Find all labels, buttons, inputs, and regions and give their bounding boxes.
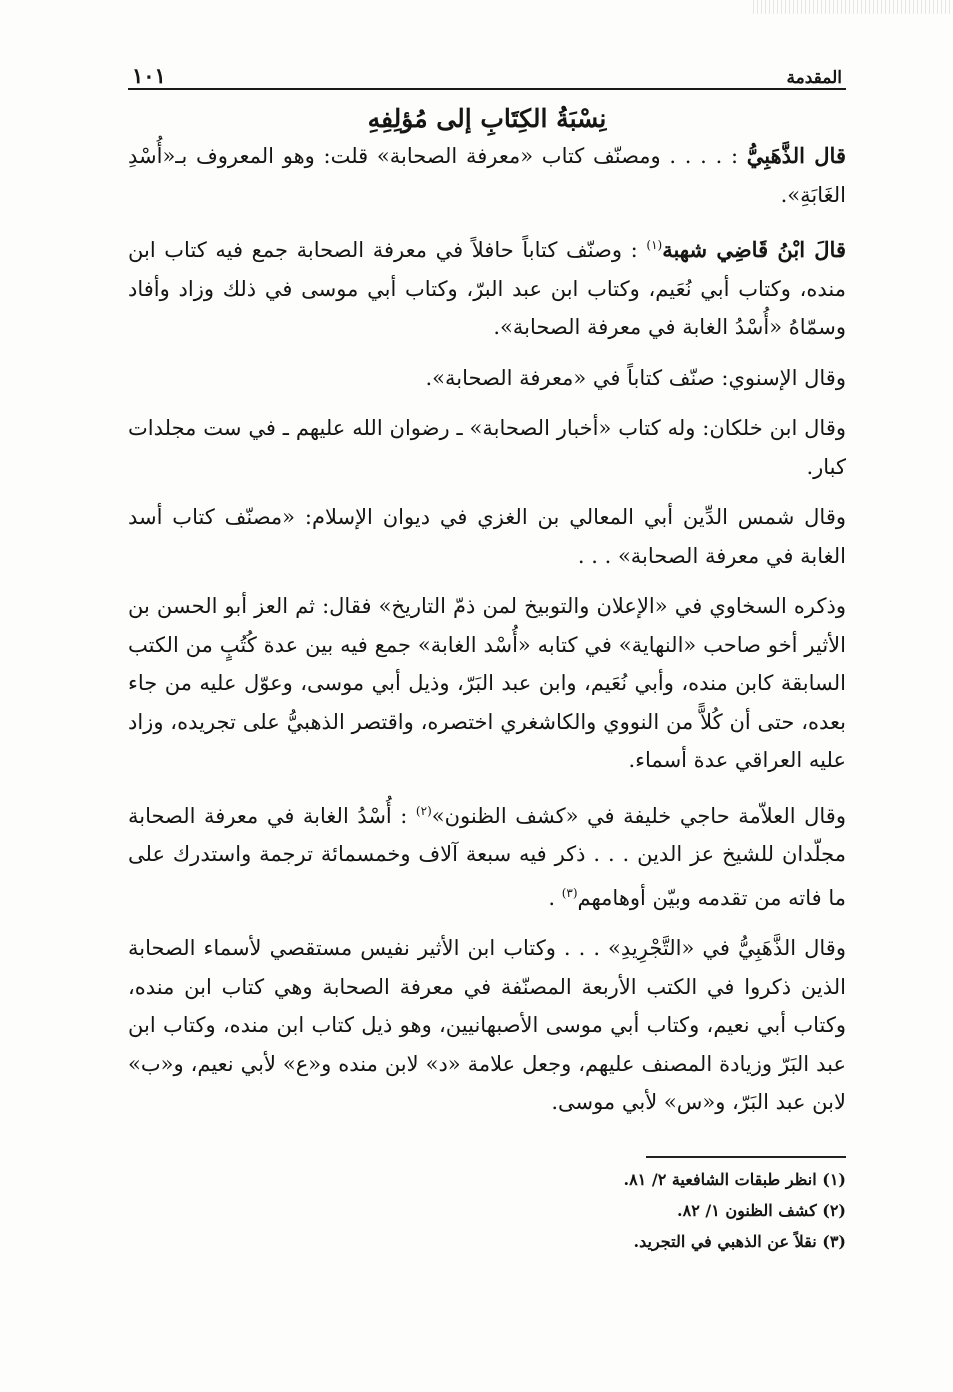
paragraph: قالَ ابْنُ قَاضِي شهبة$^{(١)}$ : وصنّف كتاباً حافلاً في معرفة الصحابة جمع فيه كتاب ابن منده، وكتاب أبي نُعَيم، وكتاب ابن عبد البرّ، وكتاب أبي موسى في ذلك وزاد وأفاد وسمّاهُ «أُسْدُ الغابة في معرفة الصحابة». [128, 237, 846, 339]
paragraph: وقال شمس الدِّين أبي المعالي بن الغزي في ديوان الإسلام: «مصنّف كتاب أسد الغابة في معرفة الصحابة» . . . [128, 505, 846, 568]
paragraph: وقال العلاّمة حاجي خليفة في «كشف الظنون»$^{(٢)}$ : أُسْدُ الغابة في معرفة الصحابة مجلّدان للشيخ عز الدين . . . ذكر فيه سبعة آلاف وخمسمائة ترجمة واستدرك على ما فاته من تقدمه وبيّن أوهامهم$^{(٣)}$ . [128, 803, 846, 910]
footnote: (٢) كشف الظنون ١/ ٨٢. [677, 1200, 846, 1220]
running-header [128, 58, 846, 90]
paragraph: وقال الإسنوي: صنّف كتاباً في «معرفة الصحابة». [425, 365, 846, 390]
paragraph: وقال الذَّهَبِيُّ في «التَّجْرِيدِ» . . . وكتاب ابن الأثير نفيس مستقصي لأسماء الصحابة الذين ذكروا في الكتب الأربعة المصنّفة في معرفة الصحابة وهي كتاب ابن منده، وكتاب أبي نعيم، وكتاب أبي موسى الأصبهانيين، وهو ذيل كتاب ابن منده، وكتاب ابن عبد البَرّ وزيادة المصنف عليهم، وجعل علامة «د» لابن منده و«ع» لأبي نعيم، و«ب» لابن عبد البَرّ، و«س» لأبي موسى. [128, 936, 846, 1114]
page-number: ١٠١ [132, 63, 166, 88]
scan-noise [753, 0, 953, 14]
footnote-ref: (٢) [415, 803, 432, 818]
section-title: المقدمة [786, 68, 842, 88]
paragraph: وقال ابن خلكان: وله كتاب «أخبار الصحابة» ـ رضوان الله عليهم ـ في ست مجلدات كبار. [128, 416, 846, 479]
footnote: (٣) نقلاً عن الذهبي في التجريد. [633, 1231, 846, 1251]
footnote: (١) انظر طبقات الشافعية ٢/ ٨١. [623, 1169, 846, 1189]
chapter-title: نِسْبَةُ الكِتَابِ إلى مُؤلِفِهِ [367, 104, 607, 133]
footnote-ref: (١) [646, 238, 663, 252]
footnote-ref: (٣) [561, 885, 578, 900]
paragraph: قال الذَّهَبِيُّ : . . . . ومصنّف كتاب «معرفة الصحابة» قلت: وهو المعروف بـ«أُسْدِ الغَابَةِ». [128, 143, 846, 207]
document-page [128, 58, 846, 1358]
footnote-separator [646, 1156, 846, 1158]
paragraph: وذكره السخاوي في «الإعلان والتوبيخ لمن ذمّ التاريخ» فقال: ثم العز أبو الحسن بن الأثير أخو صاحب «النهاية» في كتابه «أُسْد الغابة» جمع فيه بين عدة كُتُبٍ من الكتب السابقة كابن منده، وأبي نُعَيم، وابن عبد البَرّ، وذيل أبي موسى، وعوّل عليه من جاء بعده، حتى أن كُلاًّ من النووي والكاشغري اختصره، واقتصر الذهبيُّ على تجريده، وزاد عليه العراقي عدة أسماء. [128, 594, 846, 772]
